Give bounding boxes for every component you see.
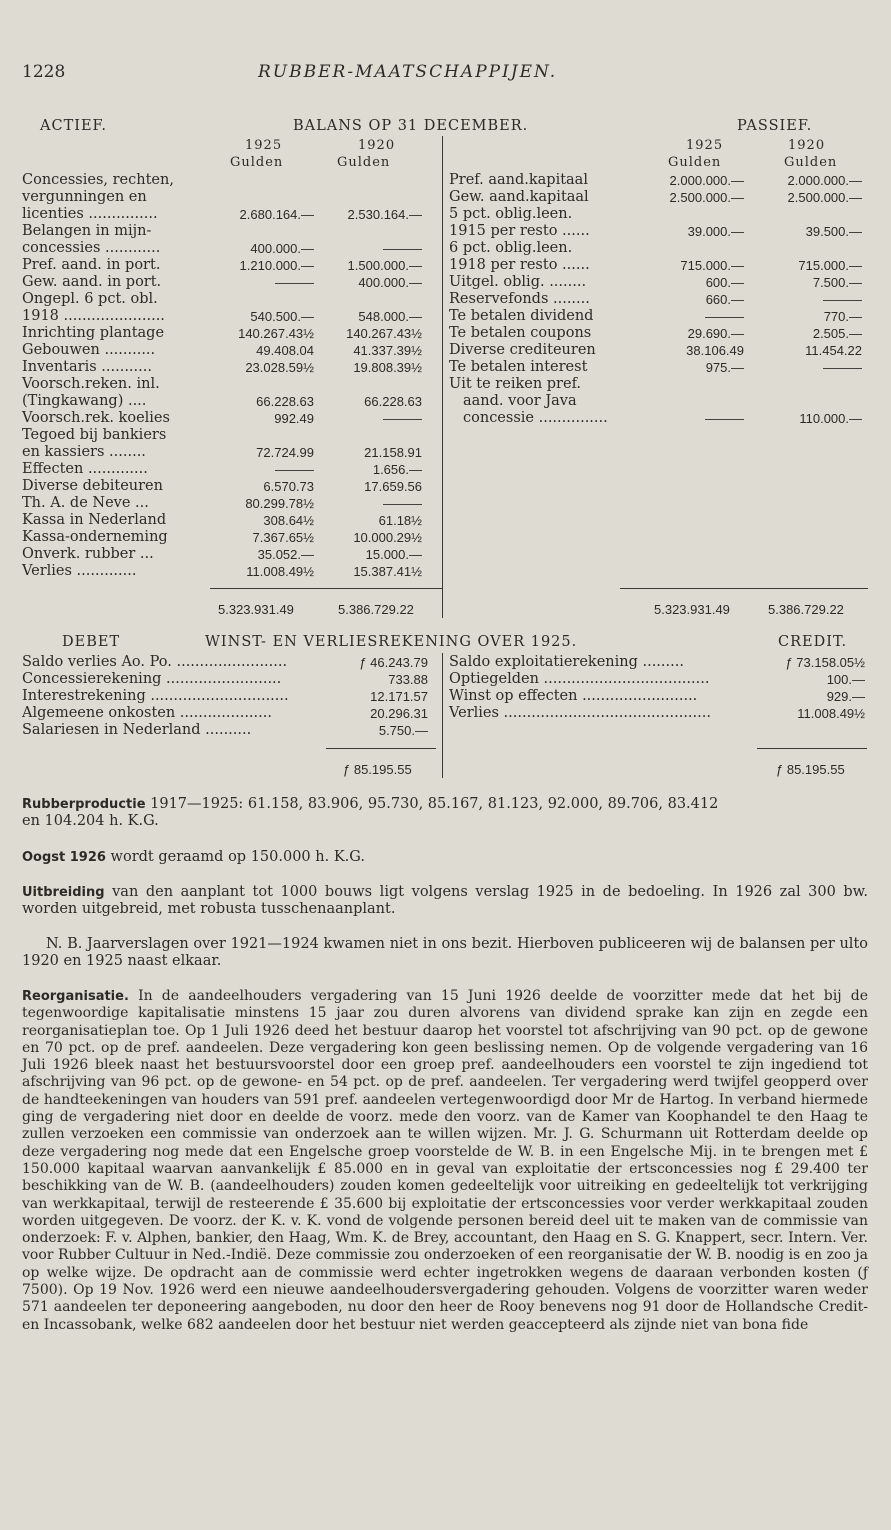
balance-title: BALANS OP 31 DECEMBER.: [293, 118, 529, 134]
credit-row: Winst op effecten ......................... 929.—: [449, 688, 865, 704]
passief-row: 6 pct. oblig.leen.: [449, 240, 573, 256]
actief-label: ACTIEF.: [40, 118, 107, 134]
actief-row: Voorsch.reken. inl.: [22, 376, 160, 392]
passief-unit-1925: Gulden: [668, 155, 722, 170]
passief-label: PASSIEF.: [737, 118, 813, 134]
running-title: RUBBER-MAATSCHAPPIJEN.: [258, 62, 558, 82]
passief-row: Uitgel. oblig. ........ 600.— 7.500.—: [449, 274, 862, 290]
actief-row: Voorsch.rek. koelies 992.49 ———: [22, 410, 422, 426]
actief-row: Onverk. rubber ... 35.052.— 15.000.—: [22, 546, 422, 562]
actief-row: Tegoed bij bankiers: [22, 427, 167, 443]
actief-row: en kassiers ........ 72.724.99 21.158.91: [22, 444, 422, 460]
passief-row: Diverse crediteuren 38.106.49 11.454.22: [449, 342, 862, 358]
debet-label: DEBET: [62, 634, 121, 650]
actief-row: licenties ............... 2.680.164.— 2.530.164.—: [22, 206, 422, 222]
actief-row: Effecten ............. ——— 1.656.—: [22, 461, 422, 477]
passief-year-1920: 1920: [788, 138, 826, 153]
actief-row: Concessies, rechten,: [22, 172, 174, 188]
passief-total-1925: 5.323.931.49: [654, 602, 730, 617]
actief-row: Pref. aand. in port. 1.210.000.— 1.500.000.—: [22, 257, 422, 273]
actief-row: Inrichting plantage 140.267.43½ 140.267.43½: [22, 325, 422, 341]
actief-row: Ongepl. 6 pct. obl.: [22, 291, 158, 307]
rubber-production-paragraph: Rubberproductie 1917—1925: 61.158, 83.906, 95.730, 85.167, 81.123, 92.000, 89.706, 83.412 en 104.204 h. K.G.: [22, 796, 719, 830]
actief-row: Gebouwen ........... 49.408.04 41.337.39½: [22, 342, 422, 358]
actief-row: Th. A. de Neve ... 80.299.78½ ———: [22, 495, 422, 511]
actief-year-1920: 1920: [358, 138, 396, 153]
actief-total-rule: [210, 588, 442, 589]
credit-label: CREDIT.: [778, 634, 848, 650]
actief-unit-1925: Gulden: [230, 155, 284, 170]
note-paragraph: N. B. Jaarverslagen over 1921—1924 kwamen niet in ons bezit. Hierboven publiceeren wij de balansen per ulto 1920 en 1925 naast elkaar.: [22, 936, 868, 970]
passief-row: concessie ............... ——— 110.000.—: [463, 410, 862, 426]
passief-row: Te betalen coupons 29.690.— 2.505.—: [449, 325, 862, 341]
debet-row: Concessierekening ......................... 733.88: [22, 671, 428, 687]
credit-total-rule: [757, 748, 867, 749]
actief-row: Gew. aand. in port. ——— 400.000.—: [22, 274, 422, 290]
harvest-paragraph: Oogst 1926 wordt geraamd op 150.000 h. K.G.: [22, 849, 365, 865]
passief-row: 1915 per resto ...... 39.000.— 39.500.—: [449, 223, 862, 239]
debet-row: Algemeene onkosten .................... 20.296.31: [22, 705, 428, 721]
passief-row: Te betalen interest 975.— ———: [449, 359, 862, 375]
actief-unit-1920: Gulden: [337, 155, 391, 170]
page-number: 1228: [22, 62, 66, 82]
debet-total-rule: [326, 748, 436, 749]
actief-row: Kassa in Nederland 308.64½ 61.18½: [22, 512, 422, 528]
balance-divider: [442, 136, 443, 618]
actief-row: (Tingkawang) .... 66.228.63 66.228.63: [22, 393, 422, 409]
debet-row: Saldo verlies Ao. Po. ........................ ƒ 46.243.79: [22, 654, 428, 670]
passief-row: 5 pct. oblig.leen.: [449, 206, 573, 222]
profit-loss-title: WINST- EN VERLIESREKENING OVER 1925.: [205, 634, 578, 650]
expansion-paragraph: Uitbreiding van den aanplant tot 1000 bouws ligt volgens verslag 1925 in de bedoeling. In 1926 zal 300 bw. worden uitgebreid, met robusta tusschenaanplant.: [22, 884, 868, 918]
passief-total-1920: 5.386.729.22: [768, 602, 844, 617]
passief-total-rule: [620, 588, 868, 589]
actief-row: concessies ............ 400.000.— ———: [22, 240, 422, 256]
actief-row: Kassa-onderneming 7.367.65½ 10.000.29½: [22, 529, 422, 545]
actief-row: vergunningen en: [22, 189, 147, 205]
actief-total-1925: 5.323.931.49: [218, 602, 294, 617]
actief-row: Verlies ............. 11.008.49½ 15.387.41½: [22, 563, 422, 579]
debet-row: Interestrekening .............................. 12.171.57: [22, 688, 428, 704]
passief-row: Uit te reiken pref.: [449, 376, 582, 392]
actief-row: Inventaris ........... 23.028.59½ 19.808.39½: [22, 359, 422, 375]
credit-total: ƒ 85.195.55: [776, 762, 845, 777]
credit-row: Verlies ............................................. 11.008.49½: [449, 705, 865, 721]
reorganisation-paragraph: Reorganisatie. In de aandeelhouders vergadering van 15 Juni 1926 deelde de voorzitter mede dat het bij de tegenwoordige kapitalisatie minstens 15 jaar zou duren alvorens van dividend sprake kan zijn en zegde een reorganisatieplan toe. Op 1 Juli 1926 deed het bestuur daarop het voorstel tot afschrijving van 90 pct. op de gewone en 70 pct. op de pref. aandeelen. Deze vergadering kon geen beslissing nemen. Op de volgende vergadering van 16 Juli 1926 bleek naast het bestuursvoorstel door een groep pref. aandeelhouders een voorstel te zijn ingediend tot afschrijving van 96 pct. op de gewone- en 54 pct. op de pref. aandeelen. Ter vergadering werd twijfel geopperd over de handteekeningen van houders van 591 pref. aandeelen vertegenwoordigd door Mr de Hartog. In verband hiermede ging de vergadering niet door en deelde de voorz. mede den voorz. van de Kamer van Koophandel te den Haag te zullen verzoeken een commissie van onderzoek aan te willen wijzen. Mr. J. G. Schurmann uit Rotterdam deelde op deze vergadering nog mede dat een Engelsche groep voorstelde de W. B. in een Engelsche Mij. in te brengen met £ 150.000 kapitaal waarvan aanvankelijk £ 85.000 en in geval van exploitatie der ertsconcessies nog £ 29.400 ter beschikking van de W. B. (aandeelhouders) zouden komen gedeeltelijk voor uitreiking en gedeeltelijk tot verkrijging van werkkapitaal, terwijl de resteerende £ 35.600 bij exploitatie der ertsconcessies voor verder werkkapitaal zouden worden uitgegeven. De voorz. der K. v. K. vond de volgende personen bereid deel uit te maken van de commissie van onderzoek: F. v. Alphen, bankier, den Haag, Wm. K. de Brey, accountant, den Haag en S. G. Knappert, secr. Intern. Ver. voor Rubber Cultuur in Ned.-Indië. Deze commissie zou onderzoeken of een reorganisatie der W. B. noodig is en zoo ja op welke wijze. De opdracht aan de commissie werd echter ingetrokken wegens de daaraan verbonden kosten (ƒ 7500). Op 19 Nov. 1926 werd een nieuwe aandeelhoudersvergadering gehouden. Volgens de voorzitter waren weder 571 aandeelen ter deponeering aangeboden, nu door den heer de Rooy benevens nog 91 door de Hollandsche Credit- en Incassobank, welke 682 aandeelen door het bestuur niet werden geaccepteerd als zijnde niet van bona fide: [22, 988, 868, 1333]
credit-row: Optiegelden .................................... 100.—: [449, 671, 865, 687]
passief-row: Pref. aand.kapitaal 2.000.000.— 2.000.000.—: [449, 172, 862, 188]
passief-row: Te betalen dividend ——— 770.—: [449, 308, 862, 324]
passief-unit-1920: Gulden: [784, 155, 838, 170]
actief-year-1925: 1925: [245, 138, 283, 153]
passief-row: aand. voor Java: [463, 393, 577, 409]
actief-row: 1918 ...................... 540.500.— 548.000.—: [22, 308, 422, 324]
passief-row: 1918 per resto ...... 715.000.— 715.000.—: [449, 257, 862, 273]
actief-row: Belangen in mijn-: [22, 223, 152, 239]
debet-total: ƒ 85.195.55: [343, 762, 412, 777]
passief-row: Gew. aand.kapitaal 2.500.000.— 2.500.000.—: [449, 189, 862, 205]
passief-year-1925: 1925: [686, 138, 724, 153]
actief-row: Diverse debiteuren 6.570.73 17.659.56: [22, 478, 422, 494]
debet-row: Salariesen in Nederland .......... 5.750.—: [22, 722, 428, 738]
actief-total-1920: 5.386.729.22: [338, 602, 414, 617]
passief-row: Reservefonds ........ 660.— ———: [449, 291, 862, 307]
credit-row: Saldo exploitatierekening ......... ƒ 73.158.05½: [449, 654, 865, 670]
profit-loss-divider: [442, 653, 443, 778]
